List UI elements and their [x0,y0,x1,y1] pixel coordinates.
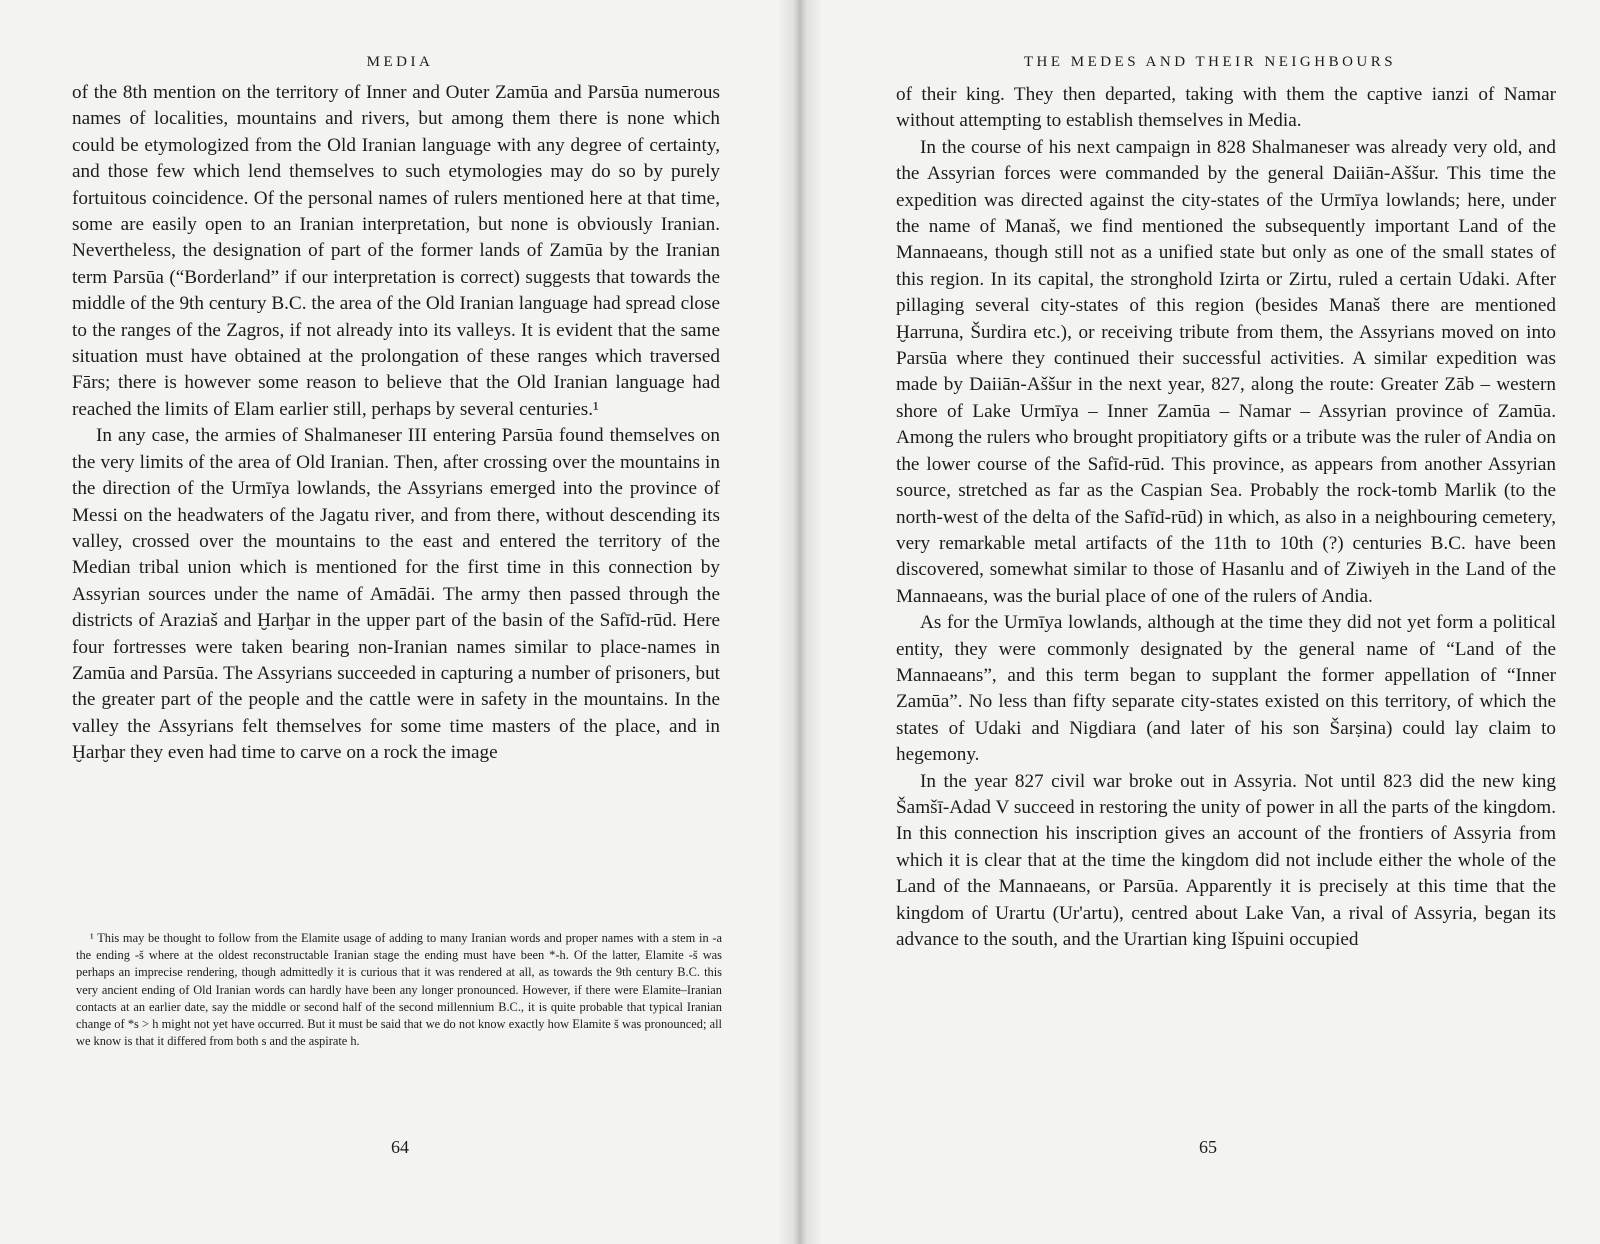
running-head-left: MEDIA [366,54,434,70]
page-number-right: 65 [1199,1137,1217,1157]
page-number-left: 64 [391,1137,409,1157]
right-body-text [896,82,1556,953]
paragraph: of their king. They then departed, taking with them the captive ianzi of Namar without attempting to establish themselves in Media. [896,84,1556,132]
paragraph: As for the Urmīya lowlands, although at the time they did not yet form a political entity, they were commonly designated by the general name of “Land of the Mannaeans”, and this term began to supplant the former appellation of “Inner Zamūa”. No less than fifty separate city-states existed on this territory, of which the states of Udaki and Nigdiara (and later of his son Šarṣina) could lay claim to hegemony. [896,612,1556,766]
paragraph: In the year 827 civil war broke out in Assyria. Not until 823 did the new king Šamšī-Adad V succeed in restoring the unity of power in all the parts of the kingdom. In this connection his inscription gives an account of the frontiers of Assyria from which it is clear that at the time the kingdom did not include either the whole of the Land of the Mannaeans, or Parsūa. Apparently it is precisely at this time that the kingdom of Urartu (Ur'artu), centred about Lake Van, a rival of Assyria, began its advance to the south, and the Urartian king Išpuini occupied [896,770,1556,950]
paragraph: In any case, the armies of Shalmaneser III entering Parsūa found themselves on the very limits of the area of Old Iranian. Then, after crossing over the mountains in the direction of the Urmīya lowlands, the Assyrians emerged into the province of Messi on the headwaters of the Jagatu river, and from there, without descending its valley, crossed over the mountains to the east and entered the territory of the Median tribal union which is mentioned for the first time in this connection by Assyrian sources under the name of Amādāi. The army then passed through the districts of Araziaš and Ḫarḫar in the upper part of the basin of the Safīd-rūd. Here four fortresses were taken bearing non-Iranian names similar to place-names in Zamūa and Parsūa. The Assyrians succeeded in capturing a number of prisoners, but the greater part of the people and the cattle were in safety in the mountains. In the valley the Assyrians felt themselves for some time masters of the place, and in Ḫarḫar they even had time to carve on a rock the image [72,425,720,764]
paragraph: of the 8th mention on the territory of Inner and Outer Zamūa and Parsūa numerous names of localities, mountains and rivers, but among them there is none which could be etymologized from the Old Iranian language with any degree of certainty, and those few which lend themselves to such etymologies may do so by purely fortuitous coincidence. Of the personal names of rulers mentioned here at that time, some are easily open to an Iranian interpretation, but none is obviously Iranian. Nevertheless, the designation of part of the former lands of Zamūa by the Iranian term Parsūa (“Borderland” if our interpretation is correct) suggests that towards the middle of the 9th century B.C. the area of the Old Iranian language had spread close to the ranges of the Zagros, if not already into its valleys. It is evident that the same situation must have obtained at the prolongation of these ranges which traversed Fārs; there is however some reason to believe that the Old Iranian language had reached the limits of Elam earlier still, perhaps by several centuries.¹ [72,82,720,420]
footnote-text: ¹ This may be thought to follow from the Elamite usage of adding to many Iranian words and proper names with a stem in -a the ending -š where at the oldest reconstructable Iranian stage the ending must have been *-h. Of the latter, Elamite -š was perhaps an imprecise rendering, though admittedly it is curious that it was rendered at all, as towards the 9th century B.C. this very ancient ending of Old Iranian words can hardly have been any longer pronounced. However, if there were Elamite–Iranian contacts at an earlier date, say the middle or second half of the second millennium B.C., it is quite probable that typical Iranian change of *s > h might not yet have occurred. But it must be said that we do not know exactly how Elamite š was pronounced; all we know is that it differed from both s and the aspirate h. [76,931,722,1049]
paragraph: In the course of his next campaign in 828 Shalmaneser was already very old, and the Assyrian forces were commanded by the general Daiiān-Aššur. This time the expedition was directed against the city-states of the Urmīya lowlands; here, under the name of Manaš, we find mentioned the subsequently important Land of the Mannaeans, though still not as a unified state but only as one of the small states of this region. In its capital, the stronghold Izirta or Zirtu, ruled a certain Udaki. After pillaging several city-states of this region (besides Manaš there are mentioned Ḫarruna, Šurdira etc.), or receiving tribute from them, the Assyrians moved on into Parsūa where they continued their successful activities. A similar expedition was made by Daiiān-Aššur in the next year, 827, along the route: Greater Zāb – western shore of Lake Urmīya – Inner Zamūa – Namar – Assyrian province of Zamūa. Among the rulers who brought propitiatory gifts or a tribute was the ruler of Andia on the lower course of the Safīd-rūd. This province, as appears from another Assyrian source, stretched as far as the Caspian Sea. Probably the rock-tomb Marlik (to the north-west of the delta of the Safīd-rūd) in which, as also in a neighbouring cemetery, very remarkable metal artifacts of the 11th to 10th (?) centuries B.C. have been discovered, somewhat similar to those of Hasanlu and of Ziwiyeh in the Land of the Mannaeans, was the burial place of one of the rulers of Andia. [896,136,1556,607]
running-head-right: THE MEDES AND THEIR NEIGHBOURS [1023,54,1397,70]
